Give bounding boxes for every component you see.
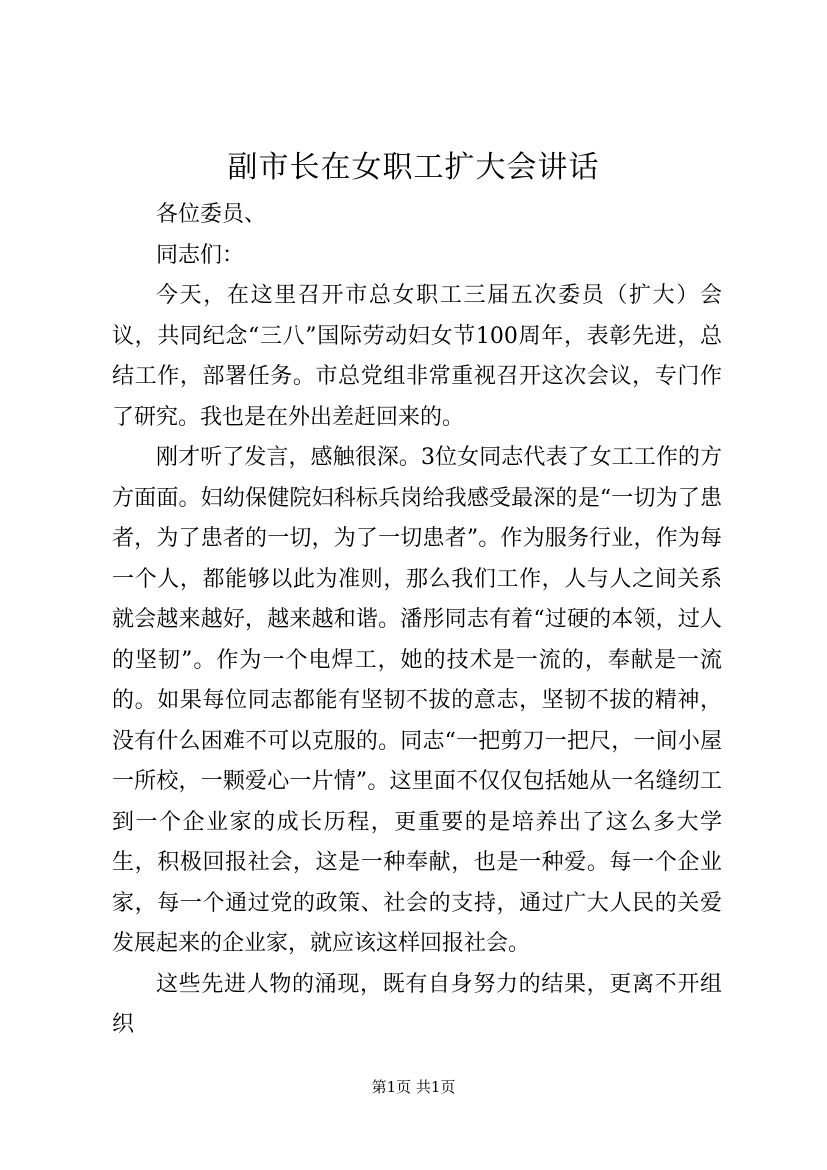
paragraph-opening: 今天，在这里召开市总女职工三届五次委员（扩大）会议，共同纪念“三八”国际劳动妇女节100周年，表彰先进，总结工作，部署任务。市总党组非常重视召开这次会议，专门作了研究。我也是在外出差赶回来的。 xyxy=(112,283,722,430)
page-footer: 第1页 共1页 xyxy=(371,1078,456,1096)
paragraph-speeches: 刚才听了发言，感触很深。3位女同志代表了女工工作的方方面面。妇幼保健院妇科标兵岗给我感受最深的是“一切为了患者，为了患者的一切，为了一切患者”。作为服务行业，作为每一个人，都能够以此为准则，那么我们工作，人与人之间关系就会越来越好，越来越和谐。潘彤同志有着“过硬的本领，过人的坚韧”。作为一个电焊工，她的技术是一流的，奉献是一流的。如果每位同志都能有坚韧不拔的意志，坚韧不拔的精神，没有什么困难不可以克服的。同志“一把剪刀一把尺，一间小屋一所校，一颗爱心一片情”。这里面不仅仅包括她从一名缝纫工到一个企业家的成长历程，更重要的是培养出了这么多大学生，积极回报社会，这是一种奉献，也是一种爱。每一个企业家，每一个通过党的政策、社会的支持，通过广大人民的关爱发展起来的企业家，就应该这样回报社会。 xyxy=(112,445,722,956)
salutation-committee-members: 各位委员、 xyxy=(156,202,267,227)
document-body xyxy=(112,195,722,1046)
salutation-comrades: 同志们： xyxy=(156,242,245,268)
page-title: 副市长在女职工扩大会讲话 xyxy=(227,150,600,185)
paragraph-advanced-figures: 这些先进人物的涌现，既有自身努力的结果，更离不开组织 xyxy=(112,971,722,1037)
